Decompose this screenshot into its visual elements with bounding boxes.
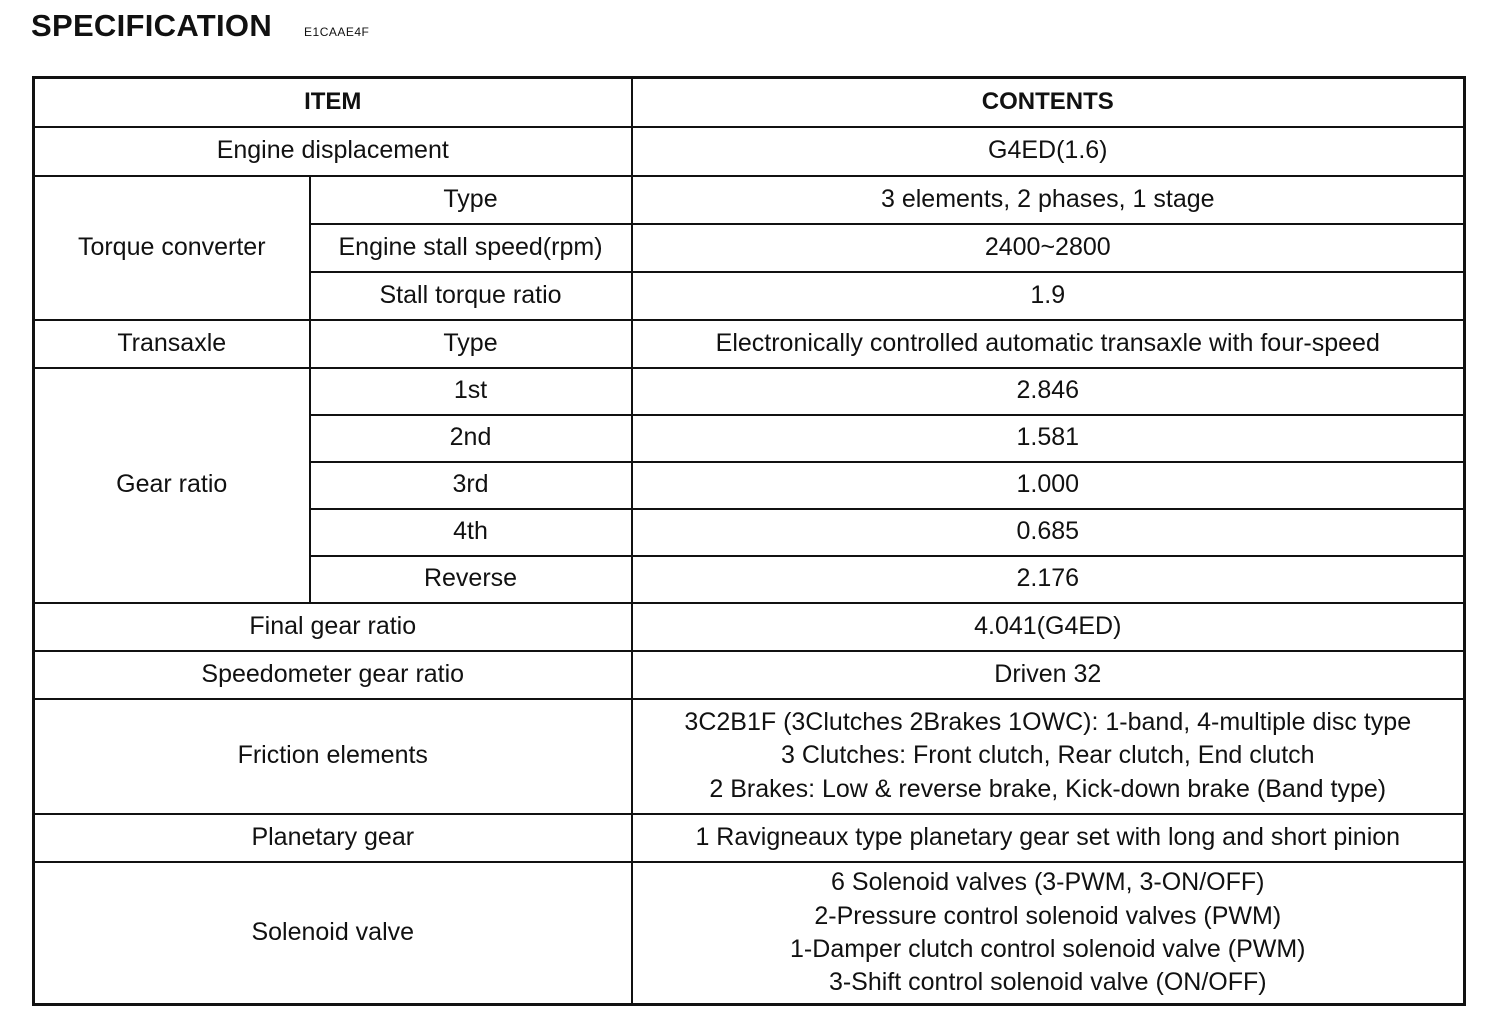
solenoid-valve-line: 6 Solenoid valves (3-PWM, 3-ON/OFF) [831, 868, 1265, 897]
friction-elements-line: 3 Clutches: Front clutch, Rear clutch, End clutch [780, 741, 1315, 770]
friction-elements-line: 2 Brakes: Low & reverse brake, Kick-down brake (Band type) [709, 774, 1387, 803]
friction-elements-value [632, 699, 1465, 814]
stall-torque-value: 1.9 [632, 272, 1465, 320]
specification-table [32, 76, 1466, 1006]
gear-label: Reverse [310, 556, 632, 603]
speedometer-gear-ratio-label: Speedometer gear ratio [34, 651, 632, 699]
table-row [34, 176, 1465, 224]
table-row [34, 814, 1465, 862]
gear-value: 0.685 [632, 509, 1465, 556]
gear-value: 1.581 [632, 415, 1465, 462]
document-header [31, 8, 369, 44]
friction-elements-label: Friction elements [34, 699, 632, 814]
table-row [34, 320, 1465, 368]
gear-value: 1.000 [632, 462, 1465, 509]
table-row [34, 862, 1465, 1005]
solenoid-valve-line: 2-Pressure control solenoid valves (PWM) [814, 901, 1282, 930]
gear-label: 2nd [310, 415, 632, 462]
gear-label: 1st [310, 368, 632, 415]
item-header: ITEM [34, 78, 632, 127]
gear-label: 3rd [310, 462, 632, 509]
torque-converter-type-value: 3 elements, 2 phases, 1 stage [632, 176, 1465, 224]
final-gear-ratio-label: Final gear ratio [34, 603, 632, 651]
gear-value: 2.846 [632, 368, 1465, 415]
gear-value: 2.176 [632, 556, 1465, 603]
contents-header: CONTENTS [632, 78, 1465, 127]
planetary-gear-label: Planetary gear [34, 814, 632, 862]
solenoid-valve-value [632, 862, 1465, 1005]
friction-elements-line: 3C2B1F (3Clutches 2Brakes 1OWC): 1-band, 4-multiple disc type [684, 708, 1412, 737]
final-gear-ratio-value: 4.041(G4ED) [632, 603, 1465, 651]
page-title: SPECIFICATION [31, 8, 273, 43]
table-row [34, 603, 1465, 651]
document-code: E1CAAE4F [304, 25, 370, 39]
engine-displacement-value: G4ED(1.6) [632, 127, 1465, 176]
table-row [34, 651, 1465, 699]
gear-ratio-label: Gear ratio [34, 368, 310, 603]
solenoid-valve-line: 3-Shift control solenoid valve (ON/OFF) [828, 968, 1267, 996]
table-row [34, 699, 1465, 814]
torque-converter-label: Torque converter [34, 176, 310, 320]
stall-speed-value: 2400~2800 [632, 224, 1465, 272]
solenoid-valve-label: Solenoid valve [34, 862, 632, 1005]
table-row [34, 127, 1465, 176]
solenoid-valve-line: 1-Damper clutch control solenoid valve (PWM) [790, 934, 1306, 963]
transaxle-type-value: Electronically controlled automatic transaxle with four-speed [632, 320, 1465, 368]
table-row [34, 368, 1465, 415]
speedometer-gear-ratio-value: Driven 32 [632, 651, 1465, 699]
gear-label: 4th [310, 509, 632, 556]
torque-converter-type-label: Type [310, 176, 632, 224]
planetary-gear-value: 1 Ravigneaux type planetary gear set with long and short pinion [632, 814, 1465, 862]
transaxle-type-label: Type [310, 320, 632, 368]
engine-displacement-label: Engine displacement [34, 127, 632, 176]
transaxle-label: Transaxle [34, 320, 310, 368]
stall-torque-label: Stall torque ratio [310, 272, 632, 320]
stall-speed-label: Engine stall speed(rpm) [310, 224, 632, 272]
table-header-row [34, 78, 1465, 127]
